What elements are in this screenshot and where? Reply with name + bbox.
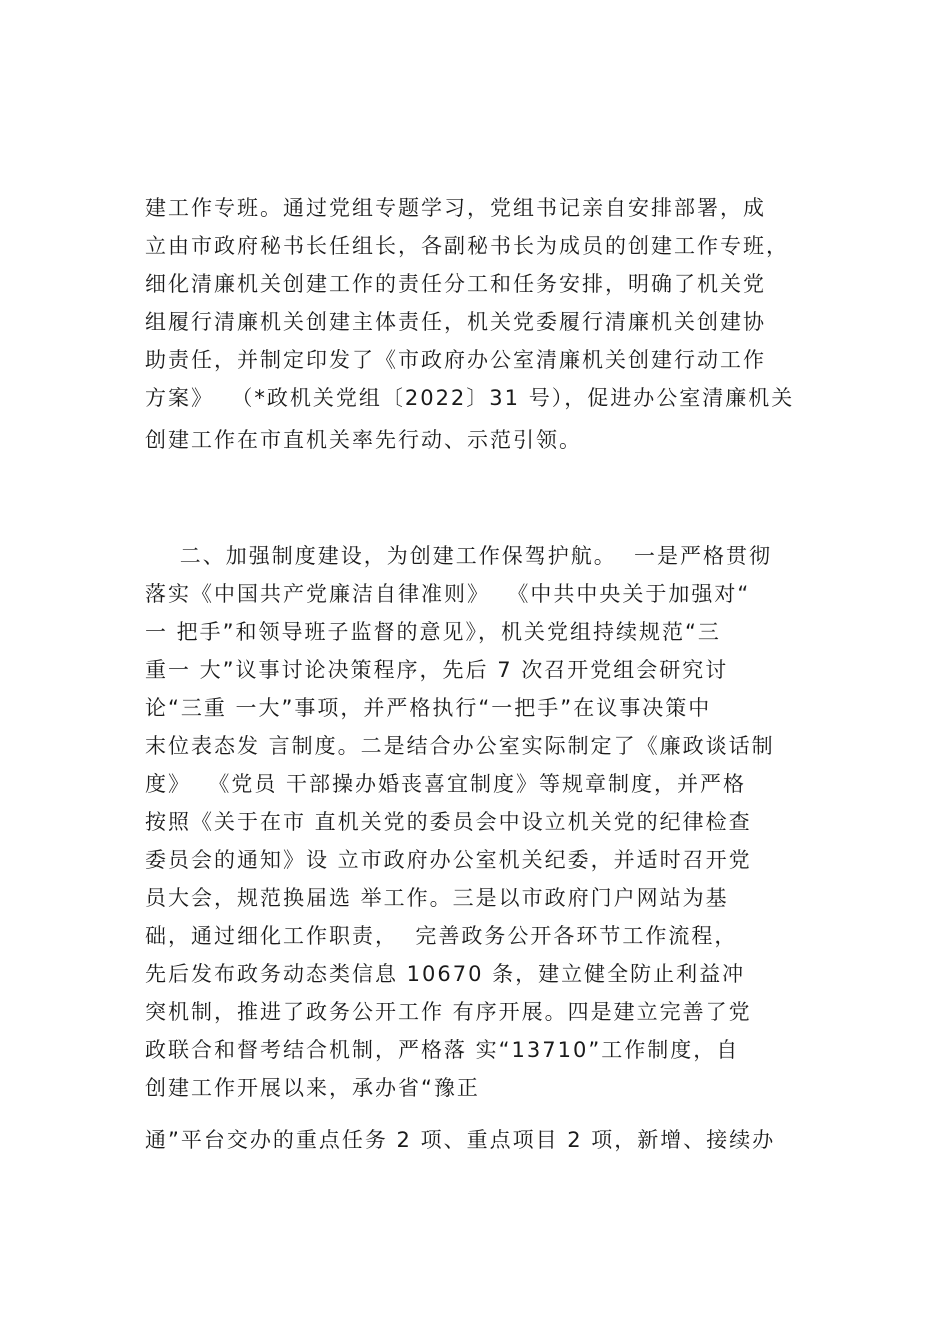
text-line: 创建工作开展以来，承办省“豫正 <box>145 1076 480 1100</box>
text-line: 委员会的通知》设 立市政府办公室机关纪委，并适时召开党 <box>145 848 752 872</box>
text-line: 通”平台交办的重点任务 2 项、重点项目 2 项，新增、接续办 <box>145 1128 776 1152</box>
text-line: 方案》 （*政机关党组〔2022〕31 号），促进办公室清廉机关 <box>145 386 795 410</box>
text-line: 落实《中国共产党廉洁自律准则》 《中共中央关于加强对“ <box>145 582 751 606</box>
text-line: 按照《关于在市 直机关党的委员会中设立机关党的纪律检查 <box>145 810 752 834</box>
text-line: 立由市政府秘书长任组长，各副秘书长为成员的创建工作专班， <box>145 234 789 258</box>
section-heading-line: 二、加强制度建设，为创建工作保驾护航。 一是严格贯彻 <box>145 544 773 568</box>
text-line: 突机制，推进了政务公开工作 有序开展。四是建立完善了党 <box>145 1000 752 1024</box>
text-line: 助责任，并制定印发了《市政府办公室清廉机关创建行动工作 <box>145 348 766 372</box>
text-line: 一 把手”和领导班子监督的意见》，机关党组持续规范“三 <box>145 620 721 644</box>
text-line: 创建工作在市直机关率先行动、示范引领。 <box>145 428 582 452</box>
text-line: 先后发布政务动态类信息 10670 条，建立健全防止利益冲 <box>145 962 746 986</box>
text-line: 论“三重 一大”事项，并严格执行“一把手”在议事决策中 <box>145 696 712 720</box>
text-line: 员大会，规范换届选 举工作。三是以市政府门户网站为基 <box>145 886 729 910</box>
text-line: 组履行清廉机关创建主体责任，机关党委履行清廉机关创建协 <box>145 310 766 334</box>
text-line: 建工作专班。通过党组专题学习，党组书记亲自安排部署，成 <box>145 196 766 220</box>
text-line: 细化清廉机关创建工作的责任分工和任务安排，明确了机关党 <box>145 272 766 296</box>
text-line: 末位表态发 言制度。二是结合办公室实际制定了《廉政谈话制 <box>145 734 775 758</box>
text-line: 重一 大”议事讨论决策程序，先后 7 次召开党组会研究讨 <box>145 658 729 682</box>
text-line: 础，通过细化工作职责， 完善政务公开各环节工作流程， <box>145 924 738 948</box>
text-line: 度》 《党员 干部操办婚丧喜宜制度》等规章制度，并严格 <box>145 772 747 796</box>
text-line: 政联合和督考结合机制，严格落 实“13710”工作制度，自 <box>145 1038 740 1062</box>
